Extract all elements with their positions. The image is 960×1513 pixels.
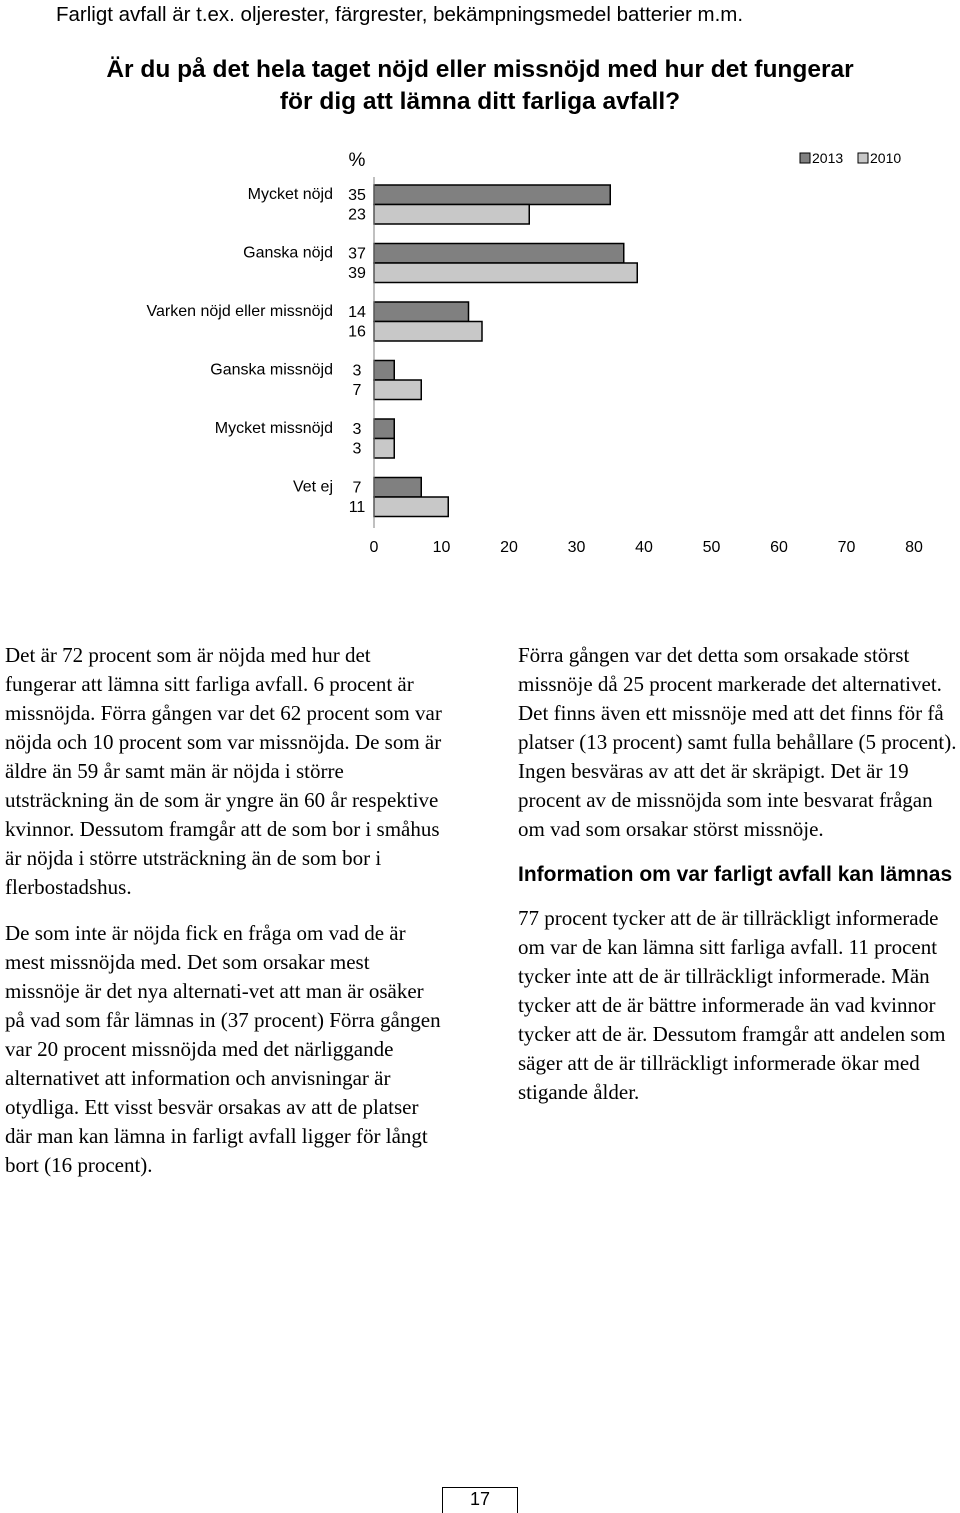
right-column bbox=[518, 641, 958, 1107]
legend-label-2013: 2013 bbox=[812, 150, 844, 166]
x-tick-labels bbox=[370, 539, 923, 556]
value-label-2013-varken-nöjd-eller-missnöjd: 14 bbox=[348, 304, 366, 321]
bar-2010-ganska-nöjd bbox=[374, 263, 637, 283]
value-label-2013-mycket-nöjd: 35 bbox=[348, 187, 366, 204]
x-tick-30: 30 bbox=[567, 539, 586, 556]
value-labels bbox=[348, 187, 366, 516]
category-label-mycket-nöjd: Mycket nöjd bbox=[247, 186, 333, 203]
left-paragraph-1: Det är 72 procent som är nöjda med hur det fungerar att lämna sitt farliga avfall. 6 procent är missnöjda. Förra gången var det 62 procent som var nöjda och 10 procent som var missnöjda. De som är äldre än 59 år samt män är nöjda i större utsträckning än de som är yngre än 60 år respektive kvinnor. Dessutom framgår att de som bor i småhus är nöjda i större utsträckning än de som bor i flerbostadshus. bbox=[5, 643, 442, 899]
question-line-1: Är du på det hela taget nöjd eller missnöjd med hur det fungerar bbox=[106, 56, 854, 83]
value-label-2010-varken-nöjd-eller-missnöjd: 16 bbox=[348, 323, 366, 341]
page-number: 17 bbox=[469, 1489, 491, 1509]
x-tick-40: 40 bbox=[635, 539, 653, 556]
category-label-ganska-nöjd: Ganska nöjd bbox=[243, 244, 333, 262]
legend-swatch-2013 bbox=[800, 153, 810, 163]
bar-2010-vet-ej bbox=[374, 497, 448, 517]
value-label-2010-mycket-missnöjd: 3 bbox=[352, 440, 362, 458]
value-label-2010-ganska-missnöjd: 7 bbox=[352, 382, 362, 399]
intro-text: Farligt avfall är t.ex. oljerester, färgrester, bekämpningsmedel batterier m.m. bbox=[56, 3, 744, 26]
right-paragraph-1: Förra gången var det detta som orsakade störst missnöje då 25 procent markerade det alternativet. Det finns även ett missnöje med att det finns för få platser (13 procent) samt fulla behållare (5 procent). Ingen besväras av att det är skräpigt. Det är 19 procent av de missnöjda som inte besvarat frågan om vad som orsakar störst missnöje. bbox=[518, 643, 957, 841]
legend-label-2010: 2010 bbox=[870, 150, 902, 166]
category-label-vet-ej: Vet ej bbox=[292, 478, 333, 496]
bar-2013-ganska-nöjd bbox=[374, 244, 624, 264]
bar-2013-ganska-missnöjd bbox=[374, 361, 394, 381]
left-paragraph-2: De som inte är nöjda fick en fråga om vad de är mest missnöjda med. Det som orsakar mest missnöje är det nya alternati-vet att man är osäker på vad som får lämnas in (37 procent) Förra gången var 20 procent missnöjda med det närliggande alternativet att information och anvisningar är otydliga. Ett visst besvär orsakas av att de platser där man kan lämna in farligt avfall ligger för långt bort (16 procent). bbox=[5, 921, 441, 1177]
legend bbox=[800, 150, 901, 166]
section-heading: Information om var farligt avfall kan lämnas bbox=[518, 863, 953, 886]
left-column bbox=[5, 641, 445, 1180]
value-label-2010-vet-ej: 11 bbox=[348, 499, 366, 516]
unit-label: % bbox=[348, 150, 366, 171]
value-label-2013-vet-ej: 7 bbox=[352, 479, 362, 497]
value-label-2013-ganska-nöjd: 37 bbox=[348, 245, 366, 263]
question-line-2: för dig att lämna ditt farliga avfall? bbox=[279, 88, 681, 115]
x-tick-20: 20 bbox=[500, 539, 518, 556]
x-tick-60: 60 bbox=[770, 539, 788, 556]
bars-group bbox=[374, 185, 637, 517]
x-tick-70: 70 bbox=[837, 539, 856, 556]
bar-2010-ganska-missnöjd bbox=[374, 380, 421, 400]
right-paragraph-2: 77 procent tycker att de är tillräckligt informerade om var de kan lämna sitt farliga avfall. 11 procent tycker inte att de är tillräckligt informerade. Män tycker att de är bättre informerade än vad kvinnor tycker att de är. Dessutom framgår att andelen som säger att de är tillräckligt informerade ökar med stigande ålder. bbox=[518, 906, 946, 1104]
value-label-2010-mycket-nöjd: 23 bbox=[348, 206, 366, 224]
bar-2010-mycket-nöjd bbox=[374, 205, 529, 225]
value-label-2010-ganska-nöjd: 39 bbox=[348, 265, 366, 282]
category-label-mycket-missnöjd: Mycket missnöjd bbox=[214, 420, 333, 437]
bar-2013-varken-nöjd-eller-missnöjd bbox=[374, 302, 469, 322]
bar-2013-vet-ej bbox=[374, 478, 421, 498]
bar-2013-mycket-missnöjd bbox=[374, 419, 394, 439]
category-label-ganska-missnöjd: Ganska missnöjd bbox=[210, 361, 333, 379]
chart-question-title bbox=[40, 54, 920, 118]
bar-2010-varken-nöjd-eller-missnöjd bbox=[374, 322, 482, 342]
category-labels bbox=[147, 186, 333, 496]
legend-swatch-2010 bbox=[858, 153, 868, 163]
x-tick-80: 80 bbox=[905, 539, 923, 556]
x-tick-50: 50 bbox=[702, 539, 721, 556]
category-label-varken-nöjd-eller-missnöjd: Varken nöjd eller missnöjd bbox=[146, 303, 333, 320]
value-label-2013-ganska-missnöjd: 3 bbox=[352, 362, 362, 380]
satisfaction-bar-chart bbox=[0, 130, 960, 590]
value-label-2013-mycket-missnöjd: 3 bbox=[352, 421, 362, 438]
bar-2010-mycket-missnöjd bbox=[374, 439, 394, 459]
bar-2013-mycket-nöjd bbox=[374, 185, 610, 205]
x-tick-10: 10 bbox=[432, 539, 451, 556]
x-tick-0: 0 bbox=[369, 539, 379, 556]
